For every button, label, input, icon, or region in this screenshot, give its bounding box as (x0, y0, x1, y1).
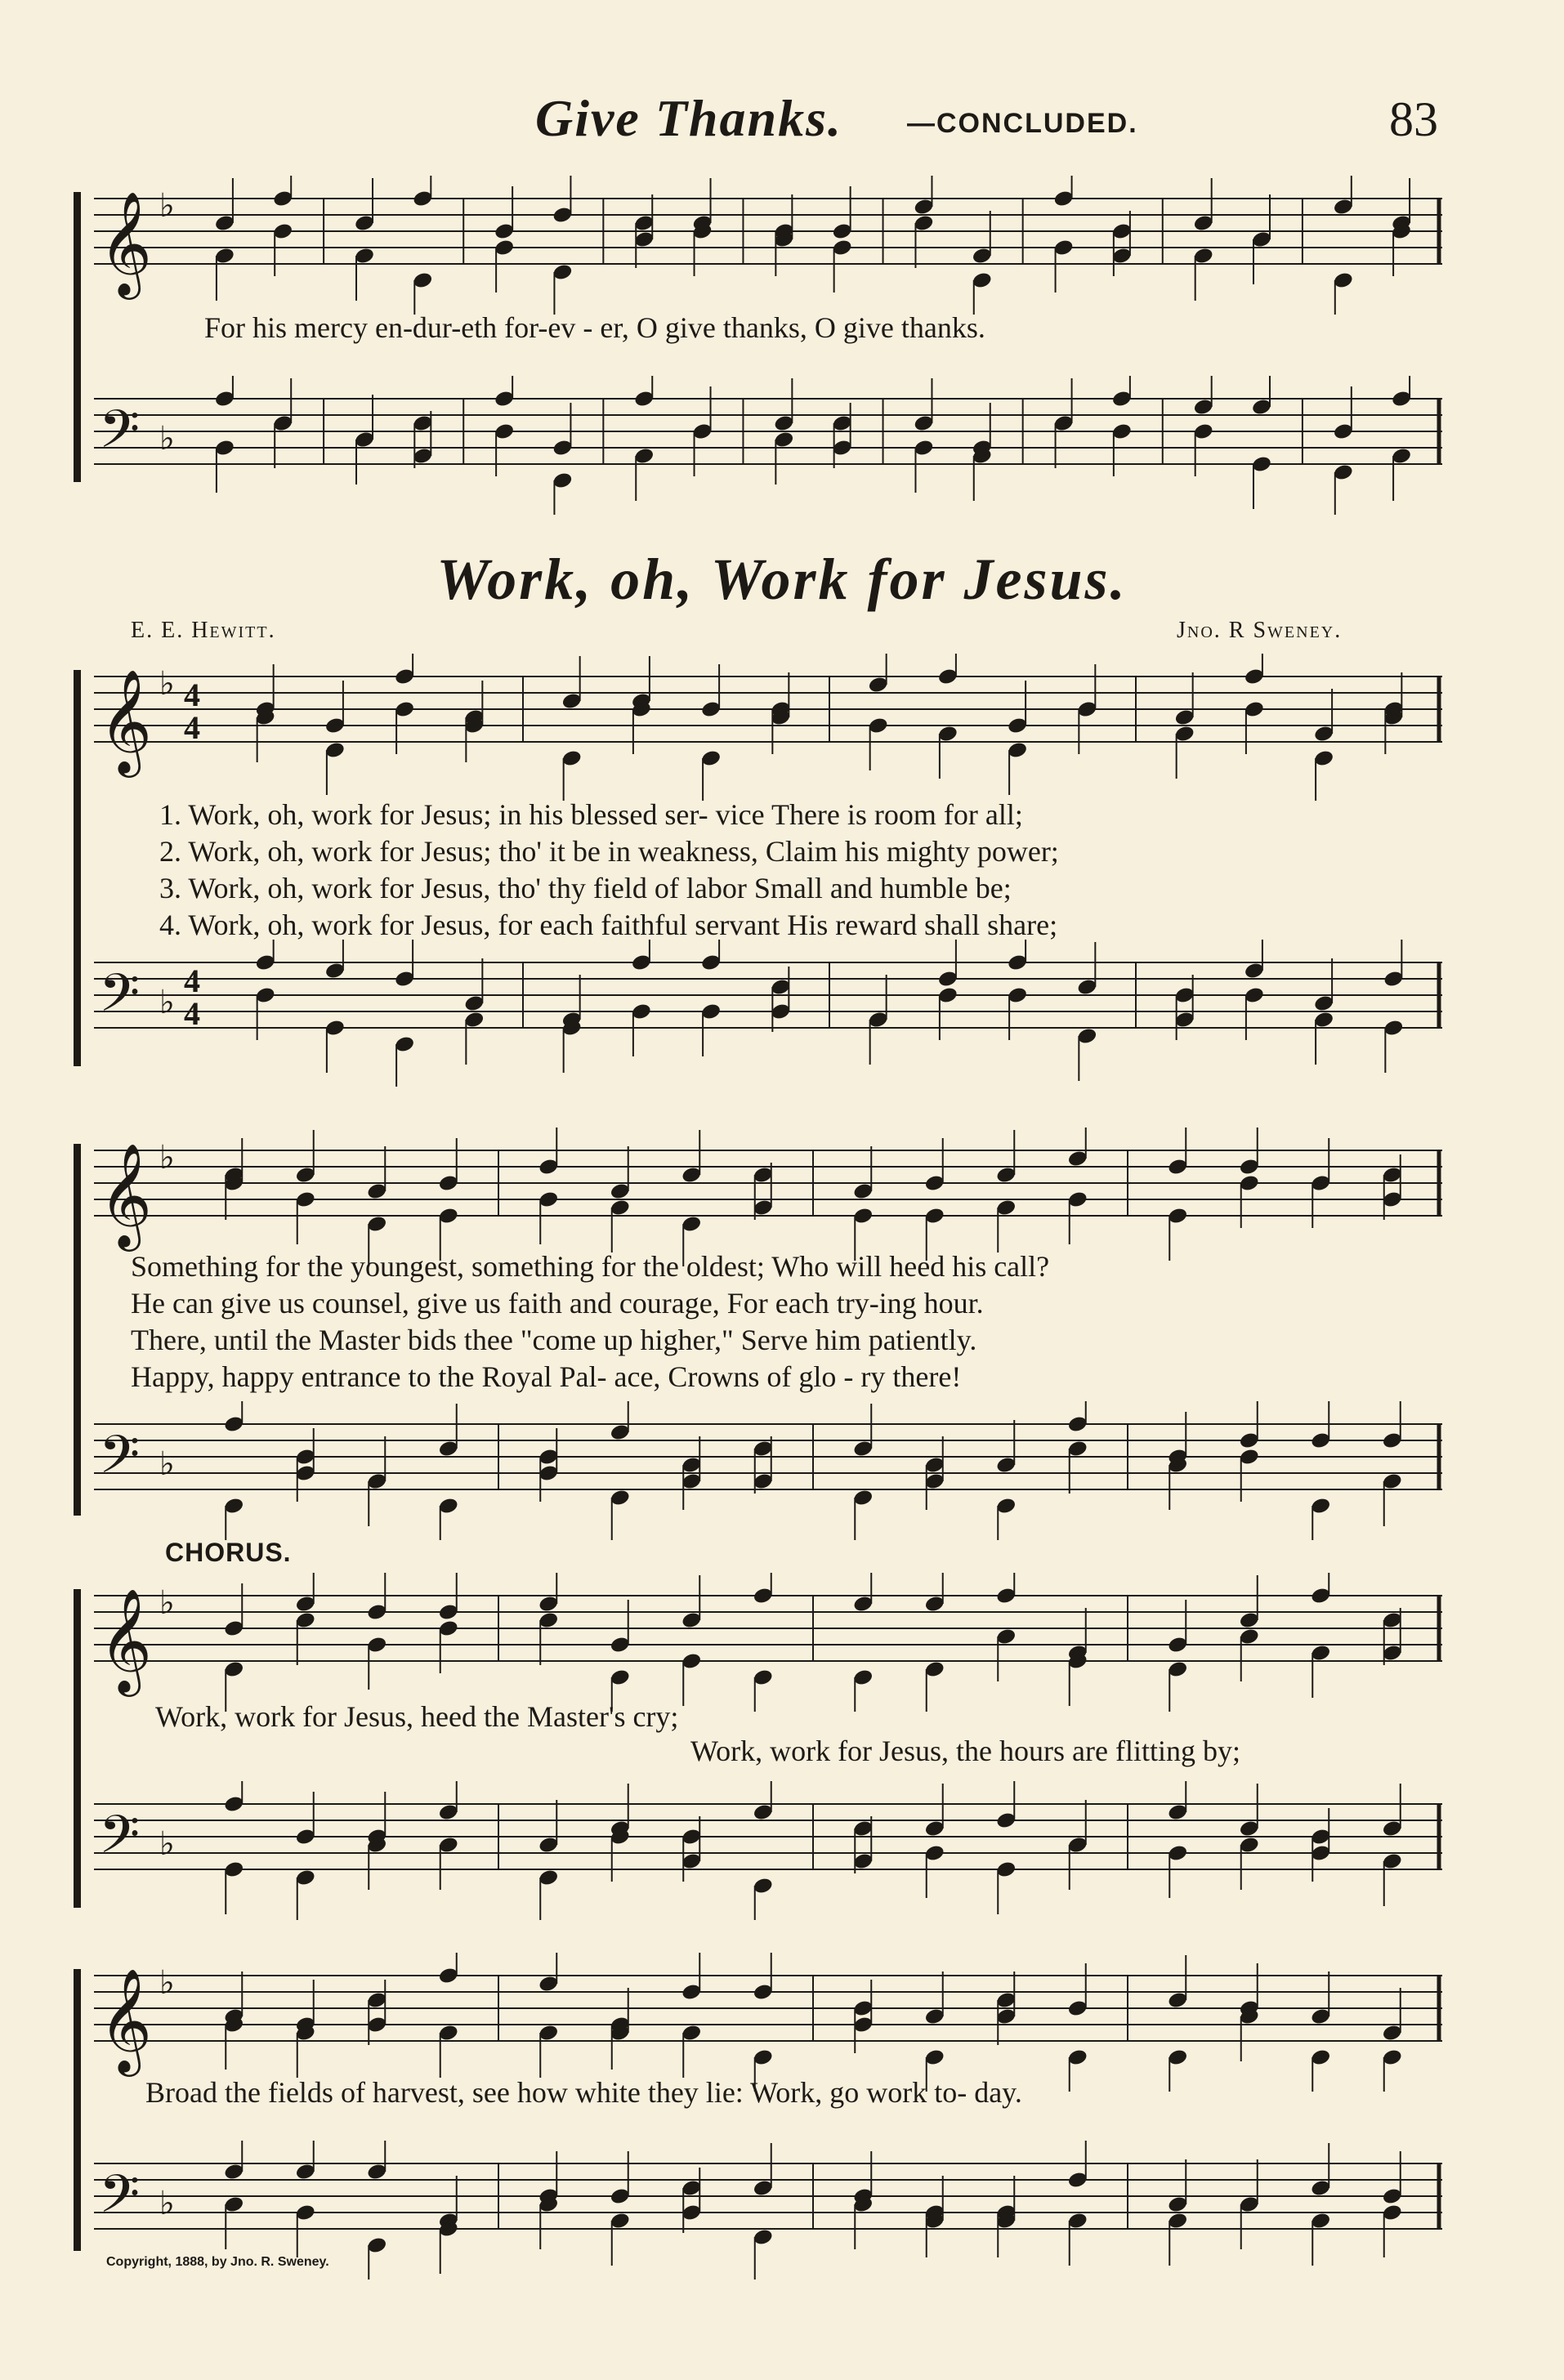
flat-icon: ♭ (159, 1584, 175, 1622)
treble-clef-icon: 𝄞 (99, 668, 153, 773)
time-signature: 4 (184, 676, 200, 713)
bass-clef-icon: 𝄢 (99, 1805, 141, 1878)
flat-icon: ♭ (159, 1139, 175, 1177)
verse-line: 1. Work, oh, work for Jesus; in his blessed ser- vice There is room for all; (159, 798, 1023, 831)
flat-icon: ♭ (159, 1825, 175, 1863)
treble-clef-icon: 𝄞 (99, 1587, 153, 1692)
verse-line: 3. Work, oh, work for Jesus, tho' thy field of labor Small and humble be; (159, 872, 1012, 904)
time-signature: 4 (184, 962, 200, 999)
verse-line: There, until the Master bids thee "come up higher," Serve him patiently. (131, 1324, 977, 1356)
page-number: 83 (1389, 92, 1438, 146)
give-thanks-lyric: For his mercy en-dur-eth for-ev - er, O give thanks, O give thanks. (204, 311, 985, 344)
chorus-lyric-3: Broad the fields of harvest, see how white they lie: Work, go work to- day. (145, 2076, 1022, 2109)
bass-clef-icon: 𝄢 (99, 400, 141, 473)
flat-icon: ♭ (159, 1964, 175, 2002)
lyricist-credit: E. E. Hewitt. (131, 618, 276, 643)
composer-credit: Jno. R Sweney. (1177, 618, 1343, 643)
chorus-lyric-2: Work, work for Jesus, the hours are flitting by; (690, 1735, 1240, 1767)
bass-clef-icon: 𝄢 (99, 1425, 141, 1498)
chorus-label: CHORUS. (165, 1538, 292, 1567)
flat-icon: ♭ (159, 1445, 175, 1483)
flat-icon: ♭ (159, 665, 175, 703)
time-signature: 4 (184, 709, 200, 746)
verse-line: 2. Work, oh, work for Jesus; tho' it be in weakness, Claim his mighty power; (159, 835, 1059, 868)
hymn-title: Work, oh, Work for Jesus. (436, 547, 1128, 612)
flat-icon: ♭ (159, 420, 175, 458)
bass-clef-icon: 𝄢 (99, 2164, 141, 2238)
flat-icon: ♭ (159, 984, 175, 1021)
running-title: Give Thanks. (535, 89, 842, 147)
treble-clef-icon: 𝄞 (99, 190, 153, 295)
verse-line: 4. Work, oh, work for Jesus, for each faithful servant His reward shall share; (159, 909, 1058, 941)
bass-clef-icon: 𝄢 (99, 963, 141, 1037)
flat-icon: ♭ (159, 2185, 175, 2222)
time-signature: 4 (184, 995, 200, 1032)
verse-line: Happy, happy entrance to the Royal Pal- ace, Crowns of glo - ry there! (131, 1360, 962, 1393)
treble-clef-icon: 𝄞 (99, 1967, 153, 2072)
flat-icon: ♭ (159, 187, 175, 225)
verse-line: He can give us counsel, give us faith and courage, For each try-ing hour. (131, 1287, 984, 1319)
treble-clef-icon: 𝄞 (99, 1142, 153, 1247)
chorus-lyric-1: Work, work for Jesus, heed the Master's cry; (155, 1700, 679, 1733)
copyright-notice: Copyright, 1888, by Jno. R. Sweney. (106, 2255, 329, 2269)
concluded-label: —CONCLUDED. (907, 108, 1138, 139)
verse-line: Something for the youngest, something for the oldest; Who will heed his call? (131, 1250, 1050, 1283)
